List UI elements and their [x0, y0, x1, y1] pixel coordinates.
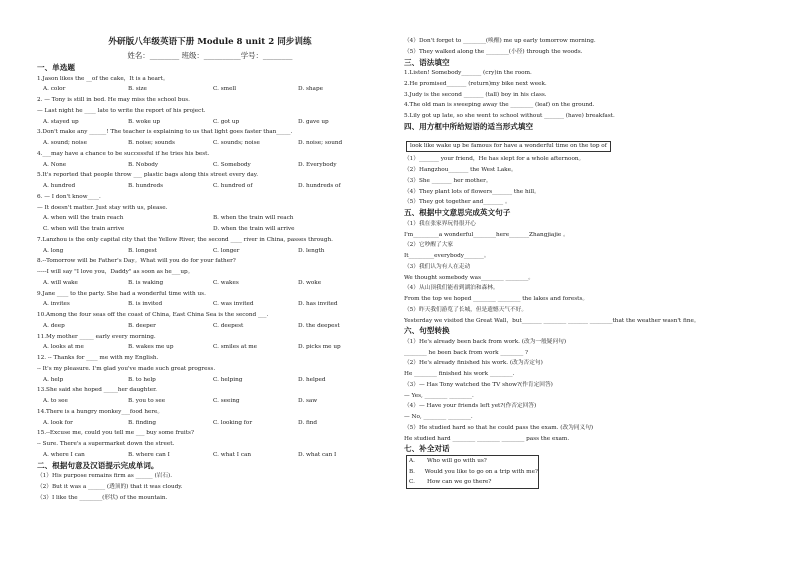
mcq-options — [37, 246, 383, 257]
s3-item-2: 2.He promised_______ (return)my bike next week. — [404, 80, 547, 87]
mcq-option: D. helped — [298, 376, 326, 383]
dialog-option-text: Would you like to go on a trip with me? — [424, 468, 538, 475]
dialog-option-text: Who will go with us? — [427, 457, 487, 464]
section-heading-5: 五、根据中文意思完成英文句子 — [404, 208, 511, 218]
mcq-option: C. when will the train arrive — [43, 226, 125, 233]
mcq-option: A. sound; noise — [43, 140, 87, 147]
right-column — [404, 36, 764, 489]
mcq-option: C. longer — [213, 247, 240, 254]
mcq-option: B. finding — [128, 419, 157, 426]
mcq-option: C. hundred of — [213, 183, 253, 190]
mcq-option: B. longest — [128, 247, 157, 254]
s4-item-2: （2）Hangzhou_______ the West Lake。 — [404, 167, 517, 174]
s2-item-2: （2）But it was a ______ (透顶的) that it was cloudy. — [37, 483, 183, 490]
s6-line-5: （3）— Has Tony watched the TV show?(作肯定回答) — [404, 381, 553, 388]
multiple-choice-list — [37, 74, 383, 461]
mcq-option: D. shape — [298, 86, 323, 93]
mcq-options — [37, 138, 383, 149]
mcq-option: C. sounds; noise — [213, 140, 260, 147]
mcq-option: D. has invited — [298, 301, 338, 308]
mcq-options — [37, 418, 383, 429]
mcq-option: B. size — [128, 86, 147, 93]
s3-item-5: 5.Lily got up late, so she went to school without _______ (have) breakfast. — [404, 113, 615, 120]
mcq-option: D. noise; sound — [298, 140, 343, 147]
dialog-option-key: C. — [409, 479, 415, 486]
mcq-question: 6. — I don't know____. — [37, 193, 101, 200]
s3-item-4: 4.The old man is sweeping away the ________ (leaf) on the ground. — [404, 102, 595, 109]
mcq-option: C. smiles at me — [213, 344, 258, 351]
student-info-line: 姓名：________ 班级：__________学号：________ — [127, 51, 293, 60]
dialog-option — [407, 456, 538, 467]
mcq-option: A. when will the train reach — [43, 215, 124, 222]
mcq-question: -----I will say "I love you，Daddy" as soon as he___up。 — [37, 269, 194, 276]
s5-line-9: （5）昨天我们游览了长城，但是遗憾天气不好。 — [404, 306, 528, 313]
s6-line-10: He studied hard ________ ________ ________ pass the exam. — [404, 435, 570, 442]
mcq-options — [37, 181, 383, 192]
mcq-options — [37, 375, 383, 386]
mcq-option: A. look for — [43, 419, 73, 426]
mcq-option: A. will wake — [43, 279, 78, 286]
s6-line-3: （2）He's already finished his work. (改为否定句) — [404, 360, 543, 367]
dialog-option — [407, 477, 538, 488]
mcq-option: D. Everybody — [298, 161, 337, 168]
mcq-option: C. wakes — [213, 279, 239, 286]
mcq-option: A. stayed up — [43, 118, 79, 125]
mcq-option: D. hundreds of — [298, 183, 341, 190]
s6-line-7: （4）— Have your friends left yet?(作否定回答) — [404, 403, 537, 410]
mcq-question: 5.It's reported that people throw ___ plastic bags along this street every day. — [37, 172, 259, 179]
s6-line-2: ________ he been back from work ________ ? — [404, 349, 529, 356]
s4-item-1: （1）_______ your friend，He has slept for a whole afternoon。 — [404, 156, 585, 163]
mcq-option: A. where I can — [43, 451, 85, 458]
dialog-option-text: How can we go there? — [427, 479, 492, 486]
mcq-option: A. to see — [43, 398, 68, 405]
s2-item-3: （3）I like the ________(形状) of the mountain. — [37, 494, 168, 501]
mcq-question: 13.She said she hoped _____her daughter. — [37, 387, 157, 394]
s2-item-5: （5）They walked along the ________(小径) through the woods. — [404, 48, 583, 55]
mcq-options — [37, 117, 383, 128]
phrase-box: look like wake up be famous for have a wonderful time on the top of — [406, 141, 611, 152]
mcq-option: C. what I can — [213, 451, 252, 458]
s5-line-3: （2）它吵醒了大家 — [404, 242, 454, 249]
mcq-options — [37, 450, 383, 461]
mcq-option: B. is invited — [128, 301, 163, 308]
dialog-options-box — [406, 455, 539, 489]
mcq-options — [37, 160, 383, 171]
section-heading-4: 四、用方框中所给短语的适当形式填空 — [404, 121, 534, 131]
mcq-option: D. find — [298, 419, 318, 426]
mcq-option: A. long — [43, 247, 64, 254]
s5-line-8: From the top we hoped ________ ________ the lakes and forests。 — [404, 296, 589, 303]
mcq-options — [37, 84, 383, 95]
worksheet-title: 外研版八年级英语下册 Module 8 unit 2 同步训练 — [108, 37, 312, 47]
s5-line-6: We thought somebody was________ ________。 — [404, 274, 534, 281]
mcq-option: C. smell — [213, 86, 237, 93]
s5-line-4: It_________everybody_______。 — [404, 253, 490, 260]
s2-item-1: （1）His purpose remains firm as ______ (岩石). — [37, 473, 173, 480]
section-heading-2: 二、根据句意及汉语提示完成单词。 — [37, 460, 159, 470]
mcq-question: 4.___may have a chance to be successful if he tries his best. — [37, 150, 210, 157]
mcq-option: D. the deepest — [298, 322, 340, 329]
mcq-option: A. invites — [43, 301, 70, 308]
mcq-question: — It doesn't matter. Just stay with us, please. — [37, 204, 168, 211]
mcq-options — [37, 213, 383, 224]
mcq-option: A. deep — [43, 322, 65, 329]
s6-line-6: — Yes, ________ ________. — [404, 392, 474, 399]
mcq-option: B. deeper — [128, 322, 156, 329]
left-column — [37, 37, 383, 503]
s5-line-5: （3）我们认为有人在走动 — [404, 263, 471, 270]
s5-line-1: （1）我在张家界玩得很开心 — [404, 220, 476, 227]
mcq-question: 10.Among the four seas off the coast of China, East China Sea is the second ___. — [37, 312, 269, 319]
s5-line-7: （4）从山顶我们能看到湖泊和森林。 — [404, 285, 499, 292]
mcq-question: 12. -- Thanks for ____ me with my English. — [37, 355, 159, 362]
mcq-option: D. length — [298, 247, 325, 254]
mcq-option: A. hundred — [43, 183, 76, 190]
mcq-option: A. color — [43, 86, 66, 93]
mcq-option: B. you to see — [128, 398, 166, 405]
s4-item-4: （4）They plant lots of flowers_______ the hill。 — [404, 188, 540, 195]
mcq-option: B. Nobody — [128, 161, 159, 168]
mcq-option: D. saw — [298, 398, 318, 405]
s5-line-2: I'm_________a wonderful________here_______Zhangjiajie 。 — [404, 231, 569, 238]
mcq-question: 1.Jason likes the __of the cake，It is a heart。 — [37, 75, 169, 82]
s4-item-3: （3）She _______ her mother。 — [404, 177, 492, 184]
section-heading-3: 三、语法填空 — [404, 57, 450, 67]
s6-line-9: （5）He studied hard so that he could pass the exam. (改为同义句) — [404, 424, 594, 431]
mcq-question: 2. — Tony is still in bed. He may miss the school bus. — [37, 97, 190, 104]
mcq-option: C. deepest — [213, 322, 244, 329]
dialog-option-key: A. — [409, 457, 415, 464]
mcq-question: 14.There is a hungry monkey___food here。 — [37, 408, 164, 415]
dialog-option-key: B. — [409, 468, 415, 475]
s6-line-4: He ________ finished his work ________. — [404, 371, 515, 378]
section-heading-7: 七、补全对话 — [404, 444, 450, 454]
mcq-option: A. None — [43, 161, 67, 168]
mcq-options — [37, 278, 383, 289]
mcq-option: B. woke up — [128, 118, 161, 125]
mcq-question: 8.--Tomorrow will be Father's Day。What will you do for your father? — [37, 258, 236, 265]
mcq-option: C. helping — [213, 376, 243, 383]
section-heading-6: 六、句型转换 — [404, 326, 450, 336]
mcq-option: A. looks at me — [43, 344, 84, 351]
mcq-question: 3.Don't make any ______! The teacher is explaining to us that light goes faster than_____. — [37, 129, 293, 136]
mcq-option: D. woke — [298, 279, 322, 286]
mcq-option: C. Somebody — [213, 161, 251, 168]
mcq-option: D. when the train will arrive — [213, 226, 295, 233]
mcq-option: C. seeing — [213, 398, 240, 405]
mcq-question: — Last night he ____ late to write the report of his project. — [37, 107, 206, 114]
s6-line-1: （1）He's already been back from work. (改为一般疑问句) — [404, 338, 567, 345]
mcq-option: B. is waking — [128, 279, 164, 286]
mcq-question: 7.Lanzhou is the only capital city that the Yellow River, the second ____ river in China, passes through. — [37, 236, 333, 243]
section-heading-1: 一、单选题 — [37, 63, 75, 72]
mcq-option: D. gave up — [298, 118, 329, 125]
mcq-option: C. looking for — [213, 419, 253, 426]
mcq-option: B. hundreds — [128, 183, 164, 190]
mcq-option: B. to help — [128, 376, 156, 383]
mcq-option: B. where can I — [128, 451, 170, 458]
mcq-option: A. help — [43, 376, 64, 383]
mcq-option: B. wakes me up — [128, 344, 174, 351]
mcq-option: D. what can I — [298, 451, 337, 458]
mcq-question: 15.--Excuse me, could you tell me ___ buy some fruits? — [37, 430, 195, 437]
dialog-option — [407, 467, 538, 478]
mcq-options — [37, 321, 383, 332]
mcq-option: B. when the train will reach — [213, 215, 294, 222]
mcq-option: C. was invited — [213, 301, 254, 308]
s2-item-4: （4）Don't forget to ________(唤醒) me up early tomorrow morning. — [404, 38, 596, 44]
mcq-question: -- It's my pleasure. I'm glad you've made such great progress. — [37, 365, 216, 372]
mcq-options — [37, 342, 383, 353]
mcq-option: D. picks me up — [298, 344, 341, 351]
mcq-option: B. noise; sounds — [128, 140, 175, 147]
s5-line-10: Yesterday we visited the Great Wall，but_______ ________ _______ ________that the weather wasn't fine。 — [404, 317, 700, 324]
mcq-option: C. got up — [213, 118, 240, 125]
mcq-options — [37, 299, 383, 310]
mcq-options — [37, 396, 383, 407]
mcq-question: -- Sure. There's a supermarket down the street. — [37, 441, 175, 448]
s3-item-3: 3.Judy is the second _______ (tall) boy in his class. — [404, 91, 547, 98]
s3-item-1: 1.Listen! Somebody_______ (cry)in the room. — [404, 70, 532, 77]
mcq-question: 11.My mother _____ early every morning. — [37, 333, 156, 340]
s4-item-5: （5）They got together and_______ 。 — [404, 199, 511, 206]
mcq-question: 9.Jane ____ to the party. She had a wonderful time with us. — [37, 290, 206, 297]
s6-line-8: — No, ________ ________. — [404, 414, 473, 421]
mcq-options — [37, 224, 383, 235]
